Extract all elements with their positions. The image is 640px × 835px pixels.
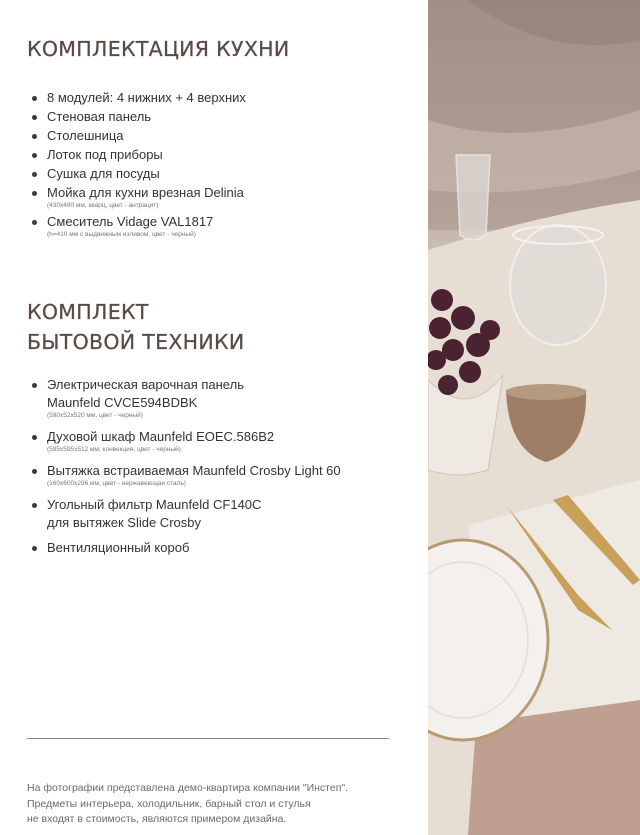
list-item-text: Угольный фильтр Maunfeld CF140C для вытяжек Slide Crosby <box>47 497 262 530</box>
list-item <box>30 127 415 145</box>
list-item-text: Столешница <box>47 128 124 143</box>
wine-glass <box>456 155 490 240</box>
list-item-note: (h=410 мм с выдвижным изливом, цвет - черный) <box>47 231 196 238</box>
list-item-text: 8 модулей: 4 нижних + 4 верхних <box>47 90 246 105</box>
divider <box>27 738 389 739</box>
bullet-icon <box>32 153 37 158</box>
ceramic-bowl-rim <box>506 384 586 400</box>
bullet-icon <box>32 383 37 388</box>
list-item-text: Мойка для кухни врезная Delinia <box>47 185 244 200</box>
list-item-text: Вытяжка встраиваемая Maunfeld Crosby Light 60 <box>47 463 341 478</box>
list-item <box>30 376 415 420</box>
appliances-section-title: КОМПЛЕКТ БЫТОВОЙ ТЕХНИКИ <box>27 300 245 354</box>
list-item <box>30 496 415 532</box>
bullet-icon <box>32 220 37 225</box>
list-item-text: Духовой шкаф Maunfeld EOEC.586B2 <box>47 429 275 444</box>
list-item <box>30 89 415 107</box>
footer-disclaimer: На фотографии представлена демо-квартира компании "Инстеп". Предметы интерьера, холодильник, барный стол и стулья не входят в стоимость, являются примером дизайна. <box>27 782 349 825</box>
list-item-text: Электрическая варочная панель Maunfeld CVCE594BDBK <box>47 377 244 410</box>
list-item <box>30 213 415 239</box>
kitchen-items-list <box>30 89 415 239</box>
bullet-icon <box>32 503 37 508</box>
list-item-text: Стеновая панель <box>47 109 152 124</box>
list-item <box>30 428 415 454</box>
list-item-text: Лоток под приборы <box>47 147 163 162</box>
list-item <box>30 184 415 210</box>
bullet-icon <box>32 435 37 440</box>
list-item <box>30 462 415 488</box>
appliances-items-list <box>30 376 415 557</box>
bullet-icon <box>32 172 37 177</box>
list-item <box>30 146 415 164</box>
list-item-text: Сушка для посуды <box>47 166 160 181</box>
list-item-text: Смеситель Vidage VAL1817 <box>47 214 214 229</box>
bullet-icon <box>32 469 37 474</box>
bullet-icon <box>32 546 37 551</box>
table-setting-illustration <box>428 0 640 835</box>
bullet-icon <box>32 134 37 139</box>
list-item <box>30 165 415 183</box>
list-item-note: (590x52x520 мм, цвет - черный) <box>47 412 143 419</box>
list-item-text: Вентиляционный короб <box>47 540 190 555</box>
list-item-note: (595x595x512 мм, конвекция, цвет - черный) <box>47 446 181 453</box>
list-item <box>30 108 415 126</box>
bullet-icon <box>32 96 37 101</box>
bullet-icon <box>32 115 37 120</box>
table-setting-photo <box>428 0 640 835</box>
list-item-note: (430x480 мм, кварц, цвет - антрацит) <box>47 202 159 209</box>
list-item <box>30 539 415 557</box>
bullet-icon <box>32 191 37 196</box>
list-item-note: (160x600x296 мм, цвет - нержавеющая сталь) <box>47 480 186 487</box>
kitchen-section-title: КОМПЛЕКТАЦИЯ КУХНИ <box>27 37 290 61</box>
